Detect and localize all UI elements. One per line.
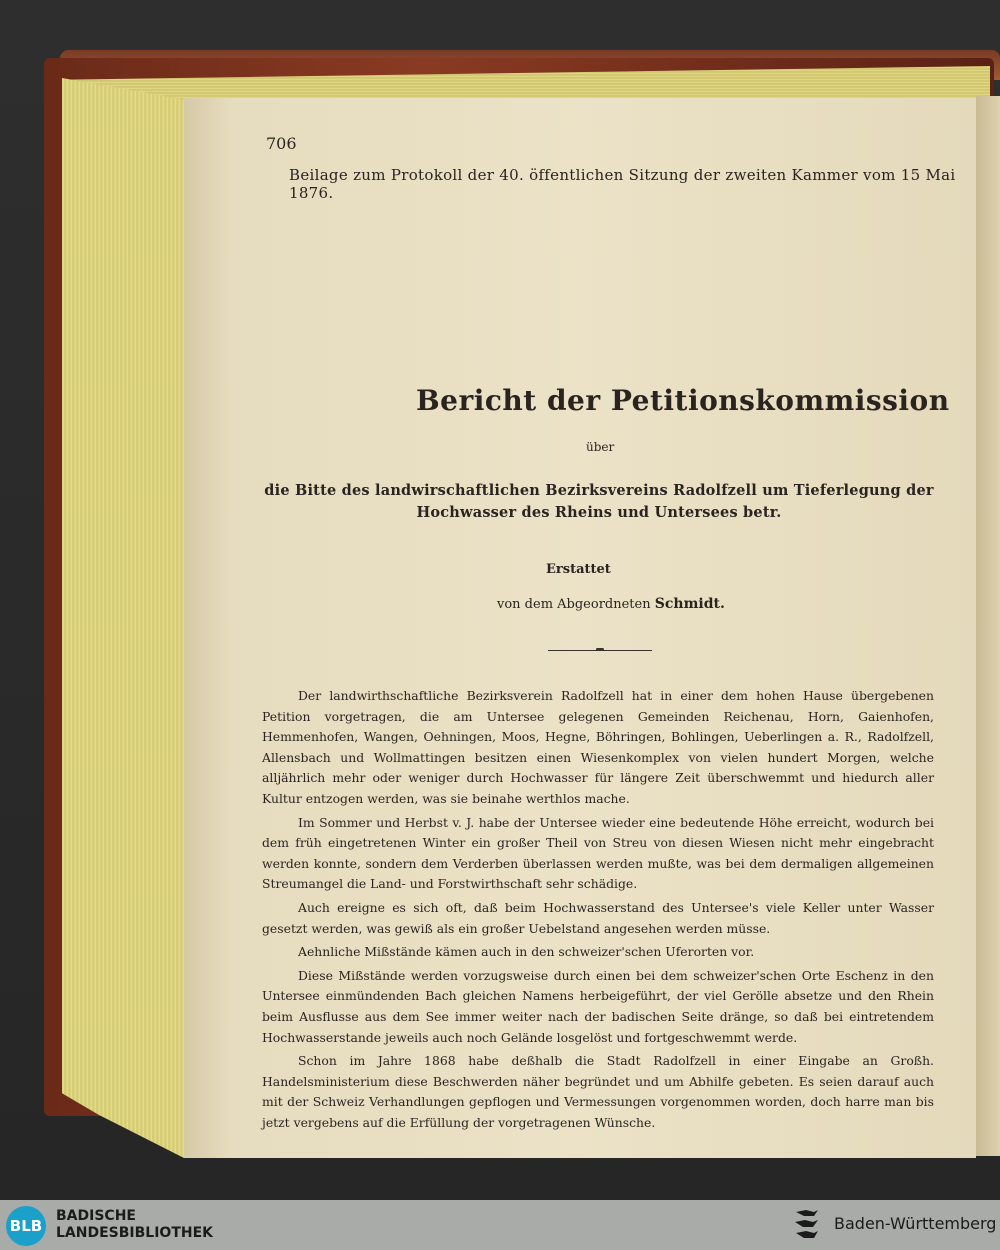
author-prefix: von dem Abgeordneten	[497, 597, 651, 612]
paragraph: Der landwirthschaftliche Bezirksverein Radolfzell hat in einer dem hohen Hause übergebenen Petition vorgetragen, die am Untersee gelegenen Gemeinden Reichenau, Horn, Gaienhofen, Hemmenhofen, Wangen, Oehningen, Moos, Hegne, Böhringen, Bohlingen, Ueberlingen a. R., Radolfzell, Allensbach und Wollmattingen besitzen einen Wiesenkomplex von vielen hundert Morgen, welche alljährlich mehr oder weniger durch Hochwasser für längere Zeit überschwemmt und hiedurch aller Kultur entzogen werden, was sie beinahe werthlos mache.	[262, 688, 934, 806]
library-name[interactable]	[56, 1208, 213, 1242]
erstattet-label: Erstattet	[546, 562, 611, 577]
library-name-line1: BADISCHE	[56, 1208, 136, 1224]
document-title: Bericht der Petitionskommission	[416, 384, 950, 417]
facing-page-edge	[976, 96, 1000, 1156]
library-name-line2: LANDESBIBLIOTHEK	[56, 1225, 214, 1241]
running-head: Beilage zum Protokoll der 40. öffentlichen Sitzung der zweiten Kammer vom 15 Mai 1876.	[289, 166, 956, 202]
body-text	[262, 686, 934, 1136]
state-label[interactable]: Baden-Württemberg	[834, 1214, 997, 1233]
separator-ornament	[596, 648, 604, 651]
paragraph: Aehnliche Mißstände kämen auch in den schweizer'schen Uferorten vor.	[298, 944, 755, 960]
document-subtitle: die Bitte des landwirschaftlichen Bezirksvereins Radolfzell um Tieferlegung der Hochwasser des Rheins und Untersees betr.	[264, 482, 934, 521]
page-edges-left	[62, 78, 184, 1158]
paragraph: Im Sommer und Herbst v. J. habe der Untersee wieder eine bedeutende Höhe erreicht, wodurch bei dem früh eingetretenen Winter ein großer Theil von Streu von diesen Wiesen nicht mehr eingebracht werden konnte, sondern dem Verderben überlassen werden mußte, was bei dem dermaligen allgemeinen Streumangel die Land- und Forstwirthschaft sehr schädige.	[262, 814, 934, 892]
paragraph: Diese Mißstände werden vorzugsweise durch einen bei dem schweizer'schen Orte Eschenz in den Untersee einmündenden Bach gleichen Namens herbeigeführt, der viel Gerölle absetze und den Rhein beim Ausflusse aus dem See immer weiter nach der badischen Seite dränge, so daß bei eintretendem Hochwasserstande jeweils auch noch Gelände losgelöst und fortgeschwemmt werde.	[262, 967, 934, 1045]
title-connector: über	[586, 440, 615, 454]
lions-coat-of-arms-icon	[792, 1206, 822, 1244]
paragraph: Auch ereigne es sich oft, daß beim Hochwasserstand des Untersee's viele Keller unter Wasser gesetzt werden, was gewiß als ein großer Uebelstand angesehen werden müsse.	[262, 899, 934, 936]
author-line	[497, 596, 725, 612]
page-number: 706	[266, 134, 297, 153]
paragraph: Schon im Jahre 1868 habe deßhalb die Stadt Radolfzell in einer Eingabe an Großh. Handelsministerium diese Beschwerden näher begründet und um Abhilfe gebeten. Es seien darauf auch mit der Schweiz Verhandlungen gepflogen und Vermessungen vorgenommen worden, doch harre man bis jetzt vergebens auf die Erfüllung der vorgetragenen Wünsche.	[262, 1053, 934, 1130]
blb-logo-icon[interactable]: BLB	[6, 1206, 46, 1246]
author-name: Schmidt.	[654, 596, 725, 612]
